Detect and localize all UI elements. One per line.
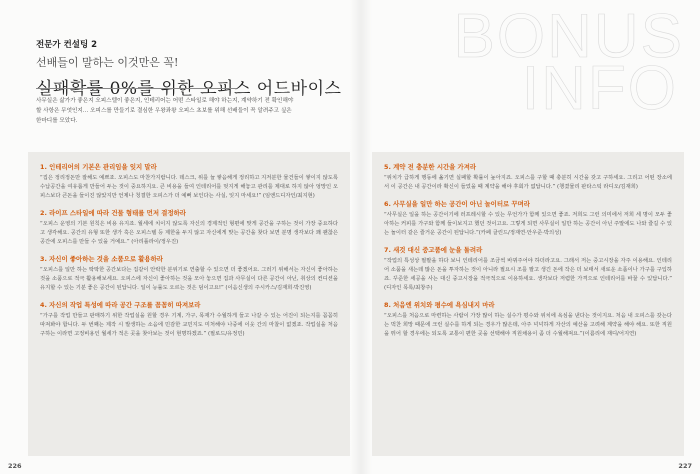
advice-heading: 8. 처음엔 위치와 평수에 욕심내지 마라: [384, 301, 495, 309]
advice-panel-left: [28, 152, 350, 456]
advice-body: “집은 정리정돈만 잘해도 예쁘죠. 오피스도 마찬가지랍니다. 데스크, 위를 늘 쌓음해게 정리하고 지저분한 물건들이 쌓이지 않도록 수납공간을 여유롭게 만들어 두는 것이 중요하지요. 큰 비용을 들여 인테리어를 멋지게 해놓고 관리를 제대로 하지 않아 엉망인 오피스보다 큰돈을 들이진 않았지만 언제나 청결한 오피스가 더 예뻐 보인다는 사실, 잊지 마세요!” (임앤드디자인/최지현): [40, 175, 338, 199]
advice-heading: 5. 계약 전 충분한 시간을 가져라: [384, 163, 477, 171]
advice-heading: 7. 새것 대신 중고품에 눈을 돌려라: [384, 246, 483, 254]
advice-body: “오피스를 처음으로 마련하는 사람이 가장 많이 하는 실수가 평수와 위치에 욕심을 낸다는 것이지요. 처음 내 오피스를 갖는다는 벅찬 희망 때문에 크런 실수를 하게 되는 경우가 많은데, 아주 넉넉하게 자산의 예산을 고려해 계약을 해야 해요. 또한 직원을 뛰어 할 경우에는 되도록 교통이 편한 곳을 선택해야 직원채용이 좀 더 수월해져요.”(이름리에 재디/어지연): [384, 313, 672, 337]
advice-section: [40, 254, 338, 293]
watermark-bonus: BONUS: [453, 2, 684, 71]
advice-section: [40, 300, 338, 339]
advice-section: [40, 208, 338, 247]
advice-body: “오피스를 일만 하는 딱딱한 공간보다는 집같이 안락한 분위기로 연출할 수 있으면 더 좋겠어요. 그러기 위해서는 자신이 좋아하는 것을 소품으로 적극 활용해보세요. 오피스에 자신이 좋아하는 것을 모아 놓으면 집과 사무실이 다른 공간이 아닌, 취상의 컨디션을 유지할 수 있는 기분 좋은 공간이 된답니다. 일이 능률도 오르는 것은 덤이고요!” (이음신생의 주시카스/김재희·박진영): [40, 267, 338, 291]
advice-heading: 6. 사무실을 일만 하는 공간이 아닌 놀이터로 꾸며라: [384, 200, 530, 208]
advice-body: “가구를 작업 만들고 판매하기 위한 작업실을 원할 경우 기계, 가구, 목재가 수월하게 들고 나갈 수 있는 어진이 되는지를 꼼꼼히 따져봐야 합니다. 두 번째는 제작 시 발생하는 소음에 민감한 교민지도 미처해야 나중에 이웃 간의 마찰이 없겠죠. 작업실을 처음 구하는 이라면 고정비용인 월세가 적은 곳을 찾아보는 것이 현명하겠죠.” (필로드/유정민): [40, 313, 338, 337]
advice-section: [384, 245, 672, 293]
advice-heading: 2. 라이프 스타일에 따라 건물 형태를 먼저 결정하라: [40, 209, 186, 217]
advice-section: [40, 162, 338, 201]
watermark-info: INFO: [521, 54, 678, 123]
title-divider: [36, 88, 236, 89]
section-kicker: 전문가 컨설팅 2: [36, 40, 98, 50]
advice-section: [384, 199, 672, 238]
advice-section: [384, 162, 672, 192]
article-title: 실패확률 0%를 위한 오피스 어드바이스: [36, 79, 342, 99]
advice-heading: 4. 자신의 작업 특성에 따라 공간 구조를 꼼꼼히 따져보라: [40, 301, 201, 309]
article-subtitle: 선배들이 말하는 이것만은 꼭!: [36, 56, 179, 69]
page-number-right: 227: [678, 462, 692, 470]
advice-body: “작업의 특성상 필팔을 하다 보니 인테리어를 조금씩 바꿔주어야 하더라고요. 그래서 저는 중고시장을 자주 이용해요. 인테리어 소품을 새는데 많은 돈을 투자하는 것이 아니라 필요시 조를 팔고 생긴 돈에 작은 더 보태서 새로운 소품이나 가구를 구입하죠. 꾸준한 세공을 사는 대신 중고시장을 적극적으로 이용하세요. 생각보다 저렴한 가격으로 인테리어를 바꿀 수 있답니다.” (디자인 목록/최창주): [384, 258, 672, 291]
advice-heading: 3. 자신이 좋아하는 것을 소품으로 활용하라: [40, 255, 163, 263]
advice-body: “오피스 운영의 기본 원칙은 비용 유지죠. 월세에 치이지 않도록 자신의 경제적인 형편에 맞게 공간을 구하는 것이 가장 중요하다고 생각해요. 공간의 유형 또한 생가 혹은 오피스텔 등 제한을 두지 않고 자신에게 맞는 공간을 찾다 보면 분명 생각보다 꽤 괜찮은 공간에 오피스를 만들 수 있을 거예요.” (아리플라이/정우진): [40, 221, 338, 245]
advice-body: “위치가 급하게 행동에 옮기면 실패할 확률이 높아지죠. 오피스를 구할 때 충분히 시간을 갖고 구하세요. 그리고 어떤 장소에서 이 공간은 내 공간이라 확신이 들었을 때 계약을 해야 후회가 없답니다.” (챙겼물리 판타스틱 라디오/김재희): [384, 175, 672, 190]
page-number-left: 226: [8, 462, 22, 470]
advice-panel-right: [372, 152, 684, 456]
advice-section: [384, 300, 672, 339]
advice-heading: 1. 인테리어의 기본은 관리임을 잊지 말라: [40, 163, 157, 171]
article-header: [36, 38, 456, 99]
intro-paragraph: 사무실은 삶가가 좋은지 오피스텔이 좋은지, 인테리어는 어떤 스타일로 해야 하는지, 계약하기 전 확인해야 할 사항은 무엇인지… 오피스를 만들기로 결심한 우왕좌왕 오피스 초보를 위해 선배들이 꼭 알려주고 싶은 한마디를 모았다.: [36, 98, 294, 124]
advice-body: “사무실은 일을 하는 공간이기에 러프레시할 수 있는 무언가가 함께 있으면 좋죠. 저희도 그런 의미에서 저희 세 명이 모두 좋아하는 커피를 가구와 함께 들이보지고 했던 것이고요. 그렇게 되면 사무실이 일만 하는 공간이 아닌 주말에도 나와 즐길 수 있는 놀이터 같은 즐거운 공간이 된답니다.”(카페 클린드/정재연·안우준·박의성): [384, 212, 672, 236]
